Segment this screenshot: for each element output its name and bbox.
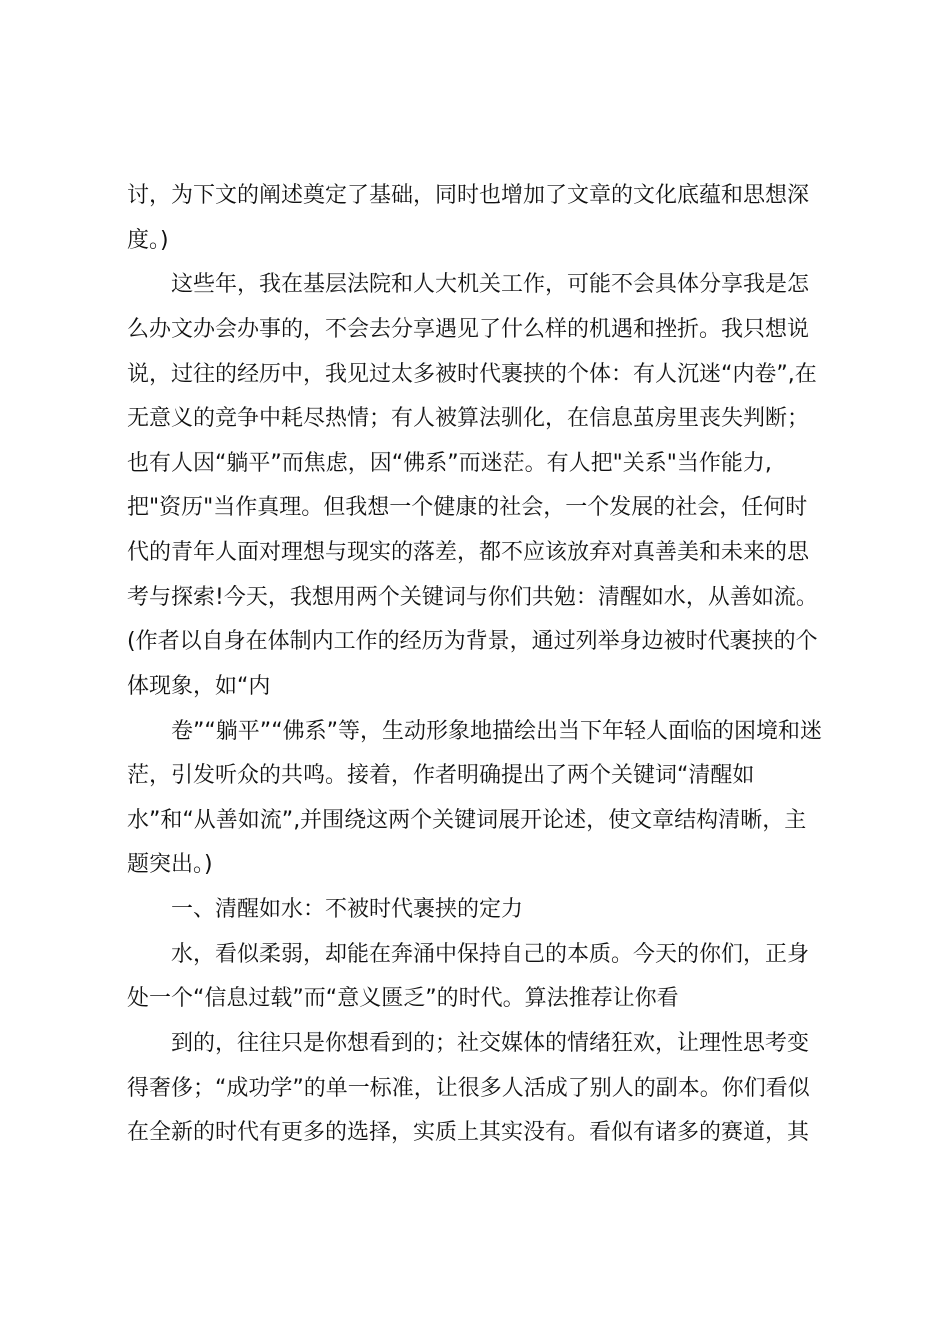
text-line: 代的青年人面对理想与现实的落差，都不应该放弃对真善美和未来的思 xyxy=(127,540,810,565)
text-line: 体现象，如“内 xyxy=(127,674,271,699)
text-line: 在全新的时代有更多的选择，实质上其实没有。看似有诸多的赛道，其 xyxy=(127,1120,810,1145)
text-line: 无意义的竞争中耗尽热情；有人被算法驯化，在信息茧房里丧失判断； xyxy=(127,406,810,431)
text-line: 度。) xyxy=(127,228,169,253)
text-line: 得奢侈；“成功学”的单一标准，让很多人活成了别人的副本。你们看似 xyxy=(127,1076,810,1101)
text-line: 考与探索!今天，我想用两个关键词与你们共勉：清醒如水，从善如流。 xyxy=(127,585,818,610)
paragraph-first-line: 水，看似柔弱，却能在奔涌中保持自己的本质。今天的你们，正身 xyxy=(171,942,810,967)
text-line: (作者以自身在体制内工作的经历为背景，通过列举身边被时代裹挟的个 xyxy=(127,629,818,654)
text-line: 题突出。) xyxy=(127,852,213,877)
text-line: 水”和“从善如流”,并围绕这两个关键词展开论述，使文章结构清晰，主 xyxy=(127,808,807,833)
text-line: 把"资历"当作真理。但我想一个健康的社会，一个发展的社会，任何时 xyxy=(127,495,808,520)
text-line: 说，过往的经历中，我见过太多被时代裹挟的个体：有人沉迷“内卷”,在 xyxy=(127,362,817,387)
text-line: 也有人因“躺平”而焦虑，因“佛系”而迷茫。有人把"关系"当作能力, xyxy=(127,451,772,476)
paragraph-first-line: 卷”“躺平”“佛系”等，生动形象地描绘出当下年轻人面临的困境和迷 xyxy=(171,719,822,744)
section-heading: 一、清醒如水：不被时代裹挟的定力 xyxy=(171,897,524,922)
text-line: 么办文办会办事的，不会去分享遇见了什么样的机遇和挫折。我只想说 xyxy=(127,317,810,342)
paragraph-first-line: 到的，往往只是你想看到的；社交媒体的情绪狂欢，让理性思考变 xyxy=(171,1031,810,1056)
paragraph-first-line: 这些年，我在基层法院和人大机关工作，可能不会具体分享我是怎 xyxy=(171,272,810,297)
text-line: 茫，引发听众的共鸣。接着，作者明确提出了两个关键词“清醒如 xyxy=(127,763,755,788)
text-line: 讨，为下文的阐述奠定了基础，同时也增加了文章的文化底蕴和思想深 xyxy=(127,183,810,208)
text-line: 处一个“信息过载”而“意义匮乏”的时代。算法推荐让你看 xyxy=(127,986,679,1011)
